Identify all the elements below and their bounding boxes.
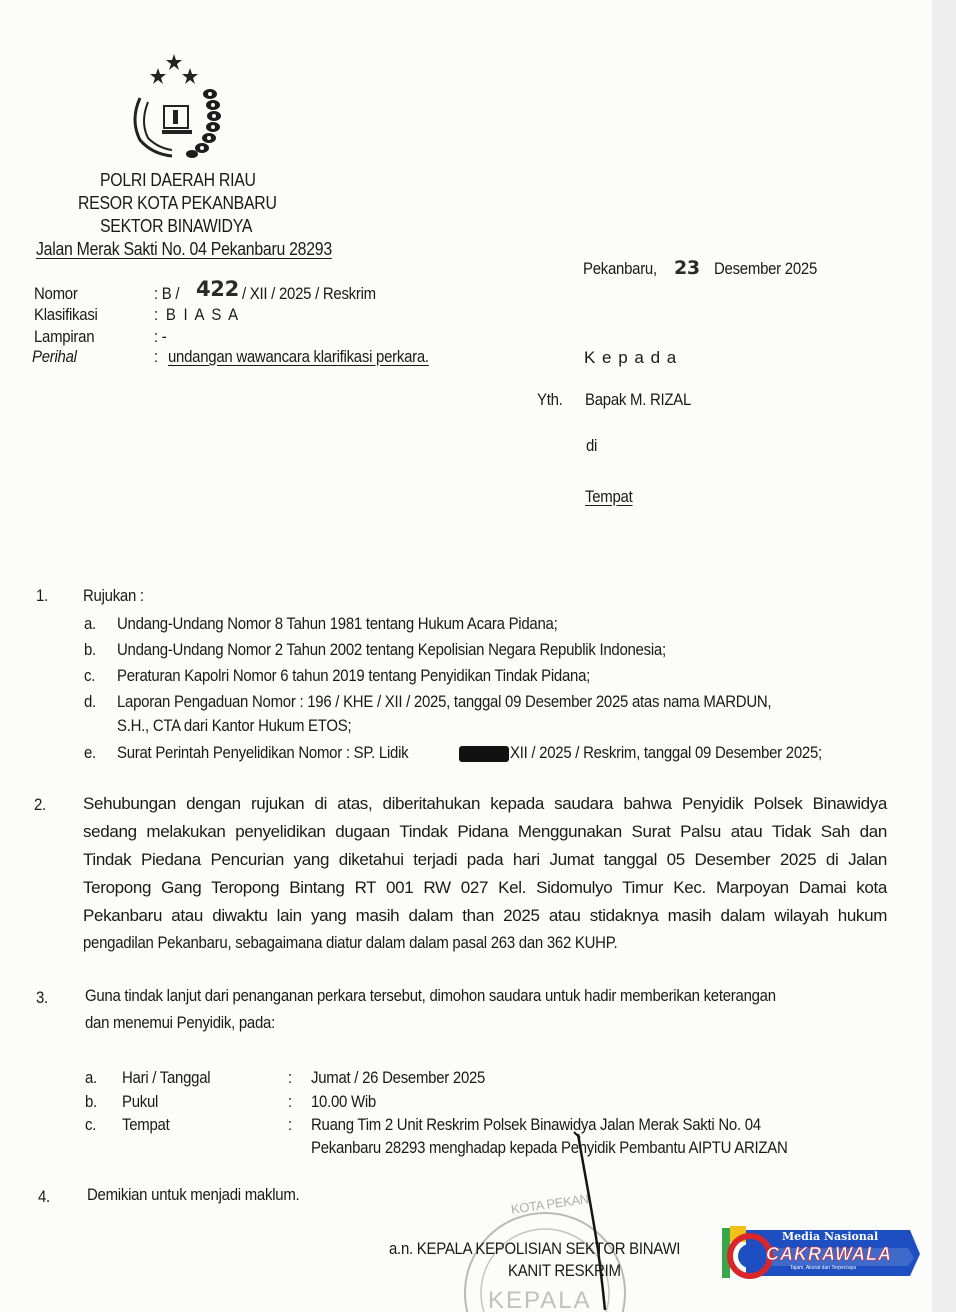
detail-c-letter: c.	[85, 1115, 97, 1134]
nomor-handwritten: 422	[196, 277, 239, 301]
signature-stroke	[560, 1130, 620, 1312]
brand-top: Media Nasional	[782, 1230, 879, 1243]
header-line3: SEKTOR BINAWIDYA	[100, 216, 253, 236]
section2-last-line: pengadilan Pekanbaru, sebagaimana diatur dalam dalam pasal 263 dan 362 KUHP.	[83, 933, 618, 952]
ref-e-text: Surat Perintah Penyelidikan Nomor : SP. Lidik	[117, 743, 409, 762]
header-line1: POLRI DAERAH RIAU	[100, 170, 256, 190]
ref-c-text: Peraturan Kapolri Nomor 6 tahun 2019 tentang Penyidikan Tindak Pidana;	[117, 666, 591, 685]
stamp-text: KOTA PEKAN	[510, 1191, 590, 1217]
klasifikasi-label: Klasifikasi	[34, 305, 98, 324]
header-address: Jalan Merak Sakti No. 04 Pekanbaru 28293	[36, 239, 332, 259]
ref-a-letter: a.	[84, 614, 96, 633]
detail-a-letter: a.	[85, 1068, 97, 1087]
detail-c-value-cont: Pekanbaru 28293 menghadap kepada Penyidik Pembantu AIPTU ARIZAN	[311, 1138, 788, 1157]
ref-d-letter: d.	[84, 692, 96, 711]
detail-a-colon: :	[288, 1068, 292, 1087]
section3-line1: Guna tindak lanjut dari penanganan perkara tersebut, dimohon saudara untuk hadir memberikan keterangan	[85, 986, 776, 1005]
detail-c-colon: :	[288, 1115, 292, 1134]
klasifikasi-value: : B I A S A	[154, 305, 240, 324]
recipient-tempat: Tempat	[585, 487, 633, 506]
section1-number: 1.	[36, 586, 48, 605]
media-watermark	[722, 1226, 922, 1280]
detail-c-label: Tempat	[122, 1115, 170, 1134]
redaction-mark	[459, 746, 509, 762]
detail-a-value: Jumat / 26 Desember 2025	[311, 1068, 486, 1087]
brand-tagline: Tajam, Akurat dan Terpercaya	[790, 1265, 857, 1271]
section1-title: Rujukan :	[83, 586, 144, 605]
detail-b-label: Pukul	[122, 1092, 159, 1111]
section2-paragraph	[83, 790, 887, 930]
date-month-year: Desember 2025	[714, 259, 818, 278]
recipient-name: Bapak M. RIZAL	[585, 390, 692, 409]
ref-e-letter: e.	[84, 743, 96, 762]
detail-b-colon: :	[288, 1092, 292, 1111]
nomor-suffix: / XII / 2025 / Reskrim	[242, 284, 376, 303]
date-day-handwritten: 23	[674, 257, 700, 279]
section2-line: sedang melakukan penyelidikan dugaan Tindak Pidana Menggunakan Surat Palsu atau Tidak Sah dan	[83, 822, 887, 841]
detail-b-letter: b.	[85, 1092, 97, 1111]
section2-line: Tindak Piedana Pencurian yang diketahui terjadi pada hari Jumat tanggal 05 Desember 2025 di Jalan	[83, 850, 887, 869]
ref-b-letter: b.	[84, 640, 96, 659]
section4-number: 4.	[38, 1187, 50, 1206]
page-edge	[932, 0, 956, 1312]
section2-number: 2.	[34, 795, 46, 814]
ref-c-letter: c.	[84, 666, 96, 685]
ref-d-text-cont: S.H., CTA dari Kantor Hukum ETOS;	[117, 716, 352, 735]
section2-line: Teropong Gang Teropong Bintang RT 001 RW 027 Kel. Sidomulyo Timur Kec. Marpoyan Damai kota	[83, 878, 887, 897]
ref-d-text: Laporan Pengaduan Nomor : 196 / KHE / XII / 2025, tanggal 09 Desember 2025 atas nama MARDUN,	[117, 692, 772, 711]
perihal-value: undangan wawancara klarifikasi perkara.	[168, 347, 429, 366]
signature-line1: a.n. KEPALA KEPOLISIAN SEKTOR BINAWI	[389, 1239, 681, 1258]
place-city: Pekanbaru,	[583, 259, 657, 278]
kepada-label: K e p a d a	[584, 348, 678, 367]
ref-b-text: Undang-Undang Nomor 2 Tahun 2002 tentang Kepolisian Negara Republik Indonesia;	[117, 640, 666, 659]
brand-name: CAKRAWALA	[766, 1244, 892, 1264]
ref-a-text: Undang-Undang Nomor 8 Tahun 1981 tentang Hukum Acara Pidana;	[117, 614, 558, 633]
detail-b-value: 10.00 Wib	[311, 1092, 376, 1111]
detail-c-value: Ruang Tim 2 Unit Reskrim Polsek Binawidya Jalan Merak Sakti No. 04	[311, 1115, 761, 1134]
ref-e-text-after: XII / 2025 / Reskrim, tanggal 09 Desember 2025;	[510, 743, 822, 762]
nomor-label: Nomor	[34, 284, 78, 303]
yth-label: Yth.	[537, 390, 563, 409]
lampiran-label: Lampiran	[34, 327, 95, 346]
header-line2: RESOR KOTA PEKANBARU	[78, 193, 277, 213]
section2-line: Pekanbaru atau diwaktu lain yang masih dalam than 2025 atau stidaknya masih dalam wilayah hukum	[83, 906, 887, 925]
section4-text: Demikian untuk menjadi maklum.	[87, 1185, 300, 1204]
recipient-di: di	[586, 436, 598, 455]
nomor-prefix: : B /	[154, 284, 180, 303]
signature-line2: KANIT RESKRIM	[508, 1261, 621, 1280]
perihal-label: Perihal	[32, 347, 77, 366]
stamp-text-lower: KEPALA	[488, 1287, 592, 1314]
polri-emblem-icon	[118, 50, 230, 166]
detail-a-label: Hari / Tanggal	[122, 1068, 211, 1087]
perihal-colon: :	[154, 347, 158, 366]
section2-line: Sehubungan dengan rujukan di atas, diberitahukan kepada saudara bahwa Penyidik Polsek Binawidya	[83, 794, 887, 813]
lampiran-value: : -	[154, 327, 167, 346]
section3-line2: dan menemui Penyidik, pada:	[85, 1013, 275, 1032]
section3-number: 3.	[36, 988, 48, 1007]
